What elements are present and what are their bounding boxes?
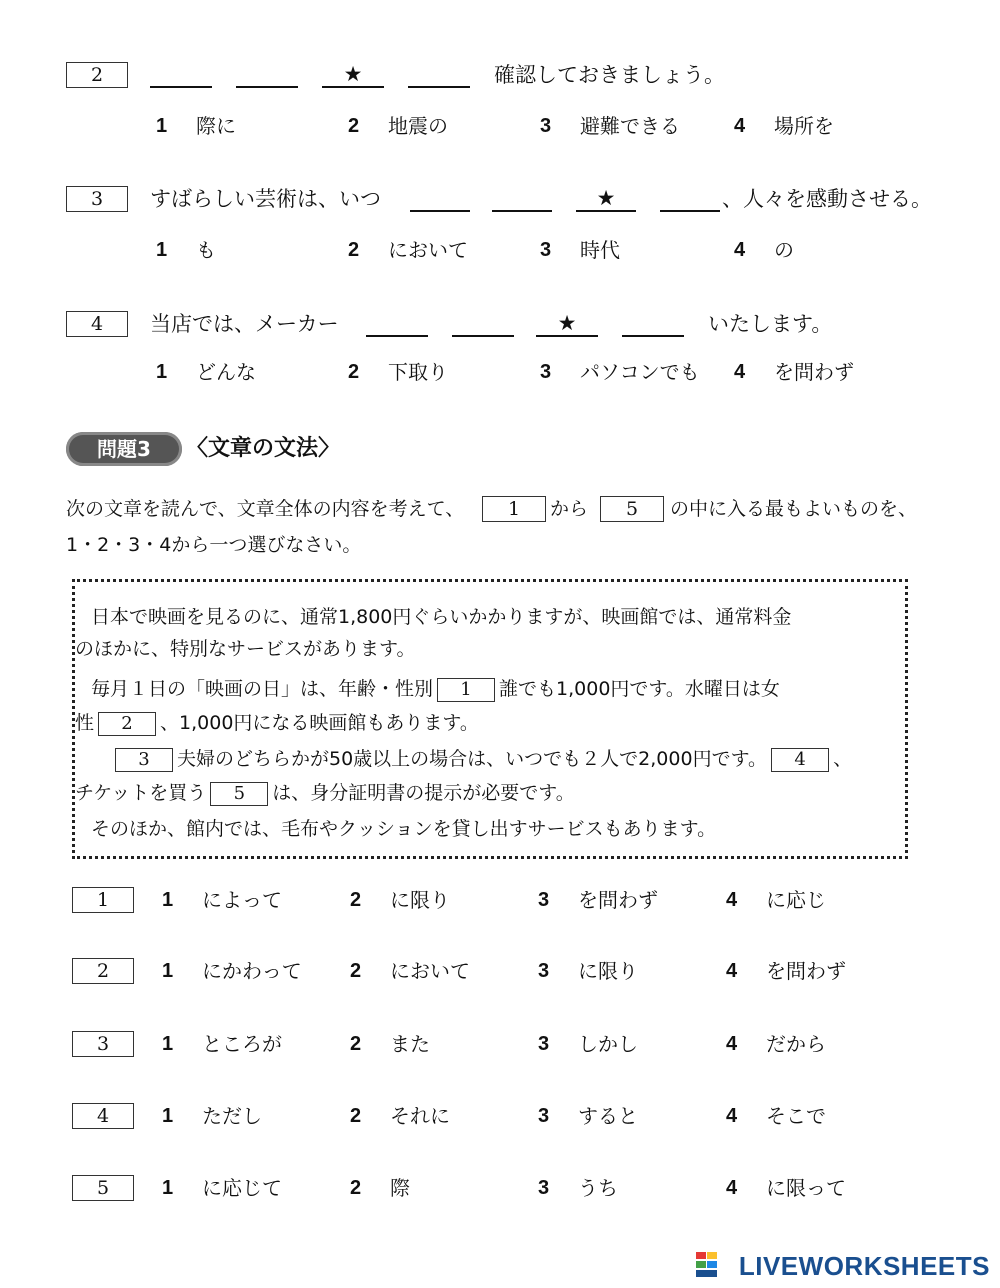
question-number-box: 3 bbox=[66, 186, 128, 212]
option-text[interactable]: 避難できる bbox=[580, 114, 680, 138]
answer-number-box: 3 bbox=[72, 1031, 134, 1057]
option-number: 1 bbox=[162, 1177, 174, 1199]
option-text[interactable]: また bbox=[390, 1032, 430, 1056]
option-text[interactable]: に限って bbox=[766, 1176, 846, 1200]
option-number: 3 bbox=[540, 361, 552, 383]
option-number: 4 bbox=[726, 960, 738, 982]
option-text[interactable]: に応じ bbox=[766, 888, 826, 912]
passage-line: のほかに、特別なサービスがあります。 bbox=[75, 638, 416, 660]
passage-text: 、 bbox=[833, 748, 853, 770]
option-number: 2 bbox=[348, 361, 360, 383]
passage-text: 誰でも1,000円です。水曜日は女 bbox=[499, 678, 780, 700]
answer-number-box: 1 bbox=[72, 887, 134, 913]
option-text[interactable]: を問わず bbox=[766, 959, 846, 983]
question-prefix: 当店では、メーカー bbox=[150, 312, 339, 336]
option-number: 3 bbox=[538, 960, 550, 982]
answer-number-box: 5 bbox=[72, 1175, 134, 1201]
answer-blank[interactable] bbox=[660, 186, 720, 212]
question-suffix: 、人々を感動させる。 bbox=[722, 187, 932, 211]
option-number: 1 bbox=[156, 115, 168, 137]
answer-blank[interactable] bbox=[492, 186, 552, 212]
option-number: 2 bbox=[350, 1105, 362, 1127]
liveworksheets-brand: LIVEWORKSHEETS bbox=[738, 1251, 990, 1281]
question-prefix: すばらしい芸術は、いつ bbox=[150, 187, 381, 211]
option-text[interactable]: そこで bbox=[766, 1104, 826, 1128]
option-number: 3 bbox=[538, 1177, 550, 1199]
option-number: 3 bbox=[540, 115, 552, 137]
option-number: 2 bbox=[348, 115, 360, 137]
option-number: 2 bbox=[350, 1033, 362, 1055]
option-text[interactable]: だから bbox=[766, 1032, 826, 1056]
option-number: 1 bbox=[162, 889, 174, 911]
option-text[interactable]: において bbox=[388, 238, 468, 262]
option-text[interactable]: 際に bbox=[196, 114, 236, 138]
option-text[interactable]: しかし bbox=[578, 1032, 638, 1056]
section-title: 〈文章の文法〉 bbox=[186, 436, 341, 461]
section-badge: 問題3 bbox=[66, 432, 182, 466]
instruction-line-2: 1・2・3・4から一つ選びなさい。 bbox=[66, 534, 362, 556]
passage-blank-box[interactable]: 4 bbox=[771, 748, 829, 772]
passage-blank-box[interactable]: 1 bbox=[437, 678, 495, 702]
option-number: 4 bbox=[734, 361, 746, 383]
option-text[interactable]: 地震の bbox=[388, 114, 448, 138]
option-text[interactable]: 下取り bbox=[388, 360, 448, 384]
option-number: 4 bbox=[726, 1105, 738, 1127]
option-number: 4 bbox=[734, 239, 746, 261]
answer-number-box: 2 bbox=[72, 958, 134, 984]
option-number: 2 bbox=[348, 239, 360, 261]
option-text[interactable]: それに bbox=[390, 1104, 450, 1128]
option-number: 1 bbox=[156, 239, 168, 261]
passage-text: 夫婦のどちらかが50歳以上の場合は、いつでも２人で2,000円です。 bbox=[177, 748, 768, 770]
instruction-text: 次の文章を読んで、文章全体の内容を考えて、 bbox=[66, 498, 465, 520]
answer-number-box: 4 bbox=[72, 1103, 134, 1129]
option-number: 4 bbox=[734, 115, 746, 137]
question-suffix: 確認しておきましょう。 bbox=[494, 63, 725, 87]
option-text[interactable]: の bbox=[774, 238, 794, 262]
option-text[interactable]: 時代 bbox=[580, 238, 620, 262]
passage-line: 日本で映画を見るのに、通常1,800円ぐらいかかりますが、映画館では、通常料金 bbox=[91, 606, 792, 628]
answer-blank[interactable] bbox=[452, 311, 514, 337]
option-text[interactable]: どんな bbox=[196, 360, 256, 384]
option-text[interactable]: を問わず bbox=[774, 360, 854, 384]
passage-line bbox=[75, 778, 575, 808]
answer-blank[interactable] bbox=[410, 186, 470, 212]
instruction-text: の中に入る最もよいものを、 bbox=[670, 498, 918, 520]
option-text[interactable]: に応じて bbox=[202, 1176, 282, 1200]
star-blank[interactable]: ★ bbox=[576, 186, 636, 212]
option-number: 4 bbox=[726, 1177, 738, 1199]
instruction-text: から bbox=[550, 498, 589, 520]
option-text[interactable]: も bbox=[196, 238, 216, 262]
passage-line bbox=[91, 674, 780, 704]
answer-blank[interactable] bbox=[150, 62, 212, 88]
option-number: 1 bbox=[162, 1105, 174, 1127]
answer-blank[interactable] bbox=[366, 311, 428, 337]
passage-blank-box[interactable]: 2 bbox=[98, 712, 156, 736]
option-number: 4 bbox=[726, 889, 738, 911]
option-text[interactable]: すると bbox=[578, 1104, 638, 1128]
question-suffix: いたします。 bbox=[708, 312, 833, 336]
option-number: 3 bbox=[538, 889, 550, 911]
option-number: 2 bbox=[350, 1177, 362, 1199]
passage-line: そのほか、館内では、毛布やクッションを貸し出すサービスもあります。 bbox=[91, 818, 717, 840]
star-blank[interactable]: ★ bbox=[536, 311, 598, 337]
instruction-box-from: 1 bbox=[482, 496, 546, 522]
passage-text: 毎月１日の「映画の日」は、年齢・性別 bbox=[91, 678, 434, 700]
passage-blank-box[interactable]: 5 bbox=[210, 782, 268, 806]
option-text[interactable]: にかわって bbox=[202, 959, 302, 983]
option-text[interactable]: ただし bbox=[202, 1104, 262, 1128]
option-number: 2 bbox=[350, 889, 362, 911]
answer-blank[interactable] bbox=[408, 62, 470, 88]
option-text[interactable]: に限り bbox=[578, 959, 638, 983]
option-number: 1 bbox=[162, 960, 174, 982]
answer-blank[interactable] bbox=[236, 62, 298, 88]
option-text[interactable]: に限り bbox=[390, 888, 450, 912]
instruction-box-to: 5 bbox=[600, 496, 664, 522]
option-number: 3 bbox=[540, 239, 552, 261]
option-text[interactable]: 際 bbox=[390, 1176, 410, 1200]
passage-text: チケットを買う bbox=[75, 782, 207, 804]
passage-box bbox=[72, 579, 908, 859]
option-number: 3 bbox=[538, 1033, 550, 1055]
option-text[interactable]: 場所を bbox=[774, 114, 834, 138]
passage-text: 性 bbox=[75, 712, 95, 734]
option-text[interactable]: パソコンでも bbox=[580, 360, 700, 384]
passage-text: 、1,000円になる映画館もあります。 bbox=[160, 712, 479, 734]
option-number: 3 bbox=[538, 1105, 550, 1127]
passage-line bbox=[111, 744, 852, 774]
answer-blank[interactable] bbox=[622, 311, 684, 337]
option-number: 4 bbox=[726, 1033, 738, 1055]
option-text[interactable]: において bbox=[390, 959, 470, 983]
option-number: 2 bbox=[350, 960, 362, 982]
passage-line bbox=[75, 708, 479, 738]
question-number-box: 2 bbox=[66, 62, 128, 88]
passage-blank-box[interactable]: 3 bbox=[115, 748, 173, 772]
option-text[interactable]: によって bbox=[202, 888, 282, 912]
passage-text: は、身分証明書の提示が必要です。 bbox=[272, 782, 575, 804]
question-number-box: 4 bbox=[66, 311, 128, 337]
liveworksheets-logo-icon bbox=[696, 1252, 718, 1278]
option-text[interactable]: を問わず bbox=[578, 888, 658, 912]
option-text[interactable]: うち bbox=[578, 1176, 618, 1200]
option-number: 1 bbox=[162, 1033, 174, 1055]
option-text[interactable]: ところが bbox=[202, 1032, 282, 1056]
star-blank[interactable]: ★ bbox=[322, 62, 384, 88]
option-number: 1 bbox=[156, 361, 168, 383]
